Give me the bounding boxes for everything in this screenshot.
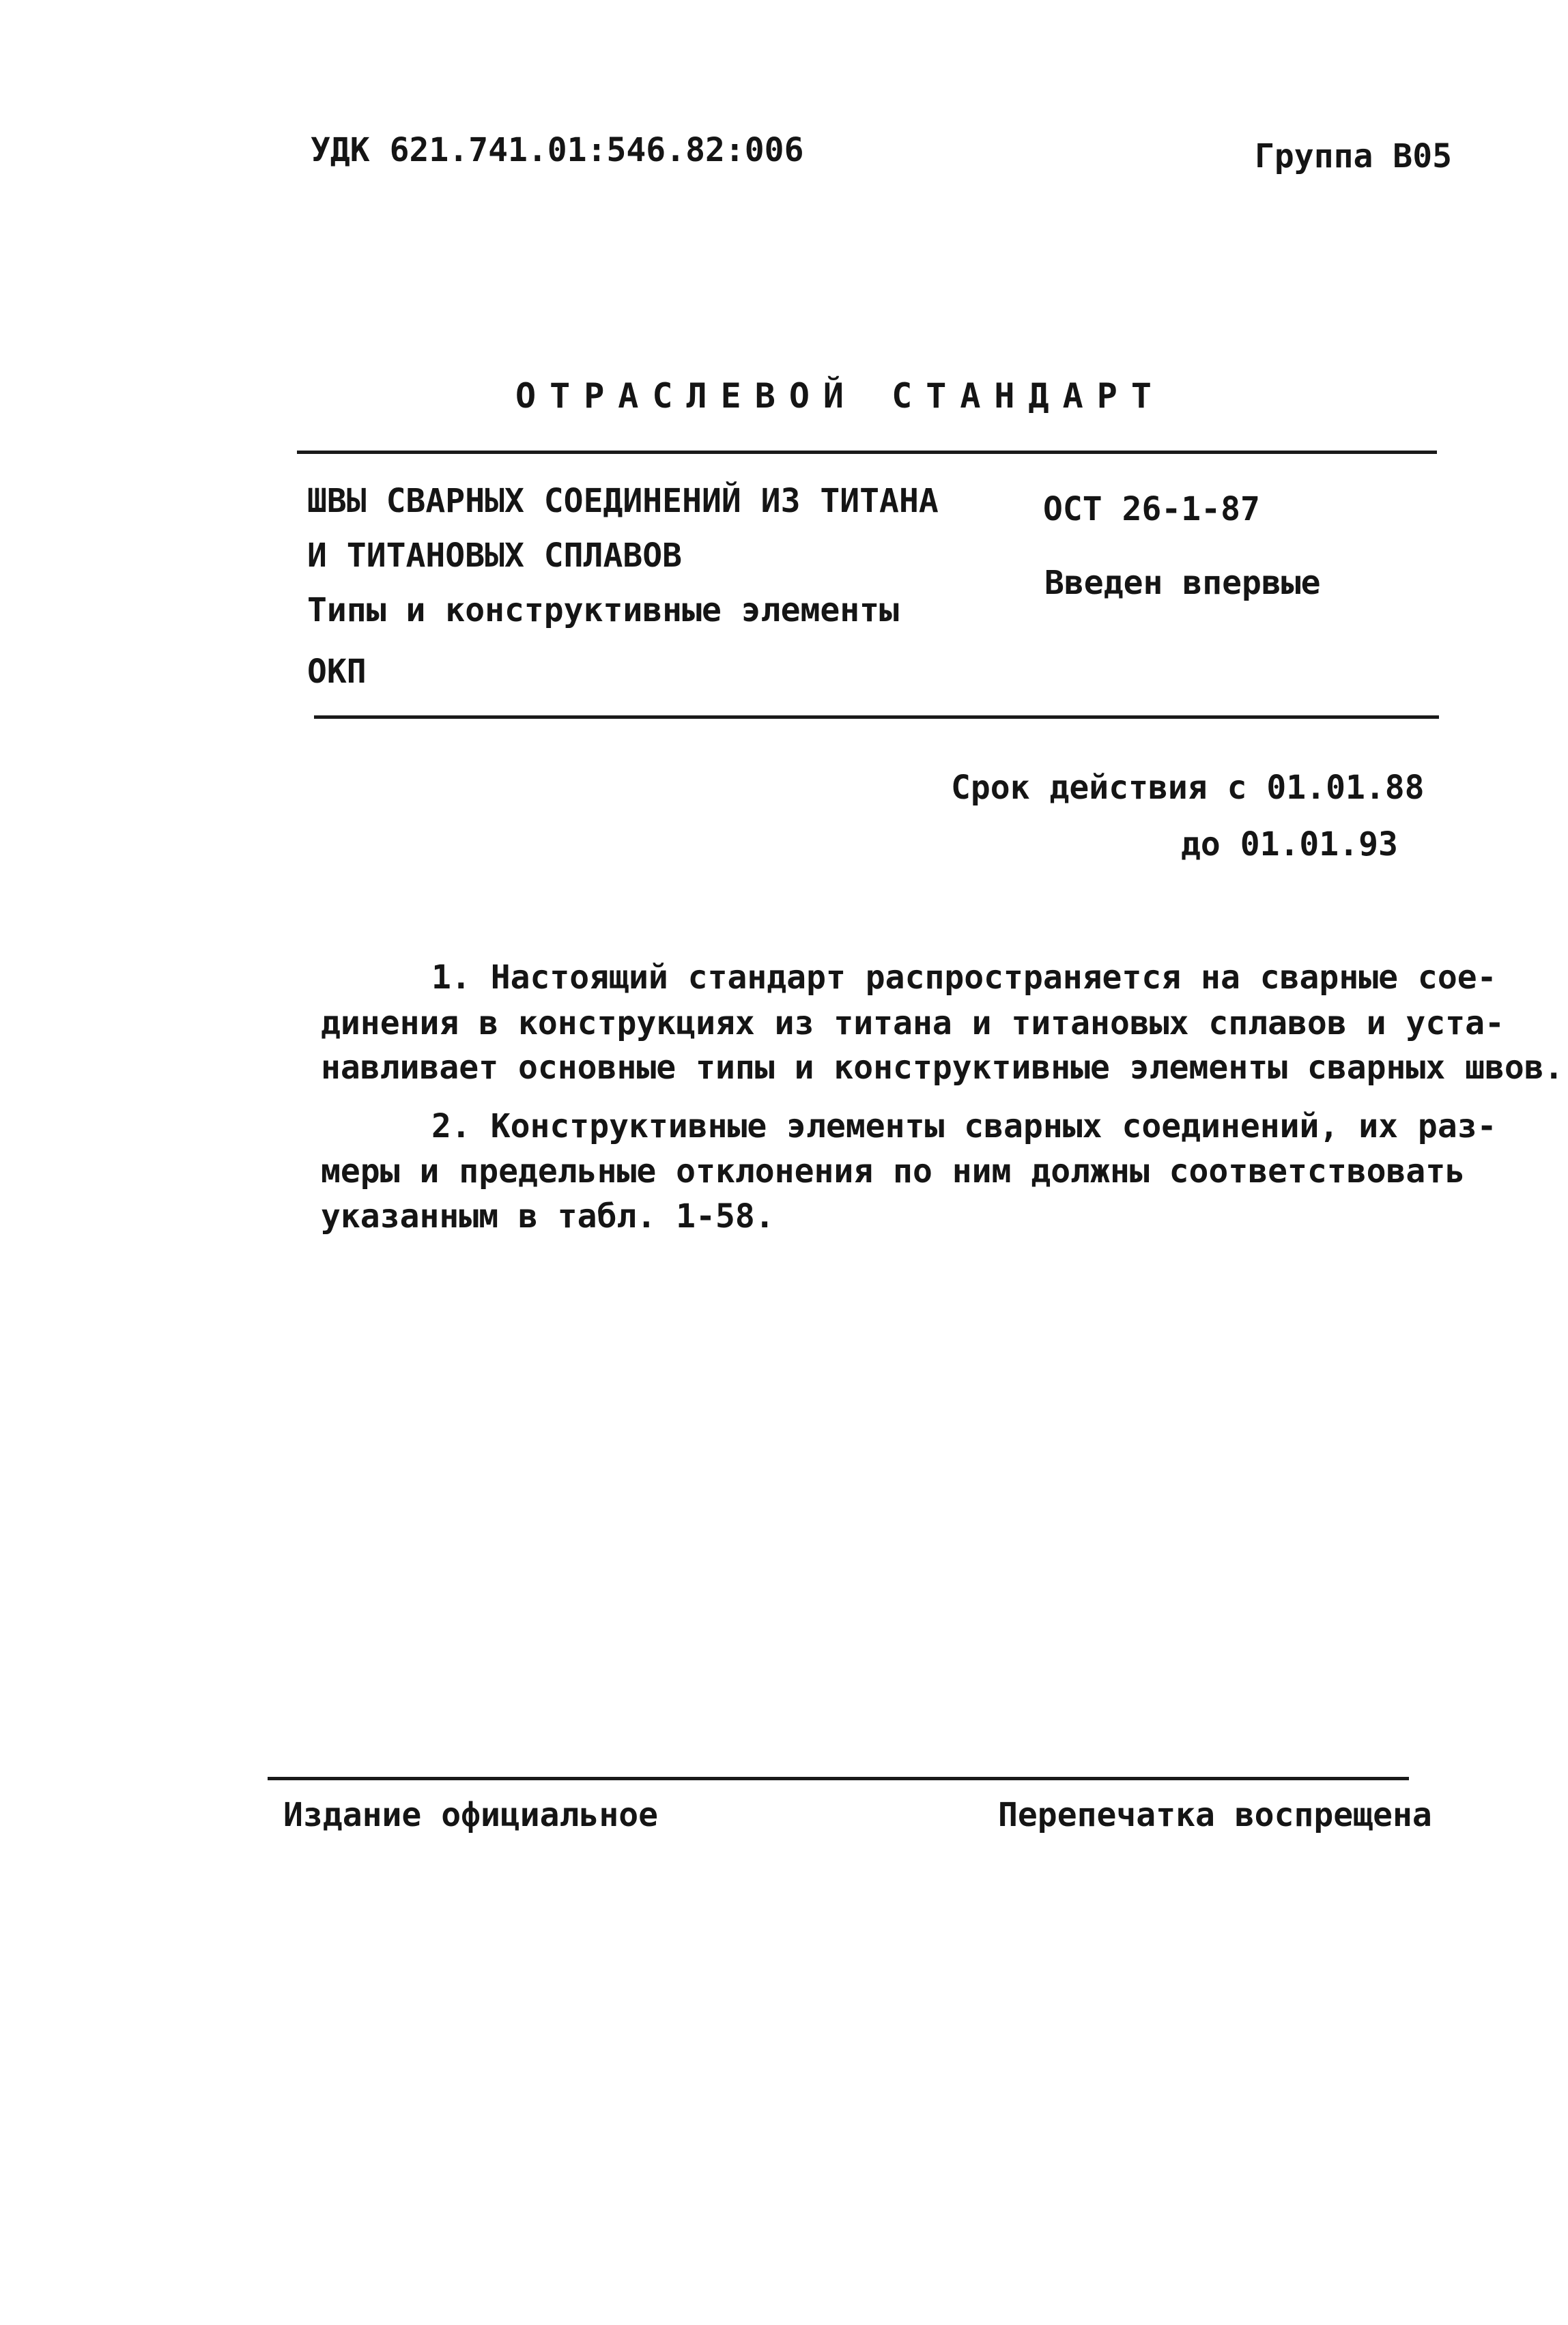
paragraph-1-line-2: динения в конструкциях из титана и титановых сплавов и уста- xyxy=(321,1004,1505,1042)
title-bottom-divider xyxy=(314,715,1439,719)
standard-designation: ОСТ 26-1-87 xyxy=(1043,490,1260,528)
validity-to: до 01.01.93 xyxy=(1181,825,1398,864)
group-code: Группа В05 xyxy=(1255,137,1452,175)
footer-official-edition: Издание официальное xyxy=(283,1796,659,1834)
paragraph-2-line-3: указанным в табл. 1-58. xyxy=(321,1197,775,1236)
paragraph-1-line-1: 1. Настоящий стандарт распространяется на сварные сое- xyxy=(431,958,1497,997)
udk-code: УДК 621.741.01:546.82:006 xyxy=(311,131,804,169)
okp-label: ОКП xyxy=(307,653,367,691)
footer-reprint-prohibited: Перепечатка воспрещена xyxy=(998,1796,1432,1834)
footer-divider xyxy=(268,1777,1409,1780)
paragraph-1-line-3: навливает основные типы и конструктивные элементы сварных швов. xyxy=(321,1049,1564,1087)
paragraph-2-line-2: меры и предельные отклонения по ним должны соответствовать xyxy=(321,1152,1466,1190)
top-divider xyxy=(297,451,1437,454)
standard-type-heading: ОТРАСЛЕВОЙ СТАНДАРТ xyxy=(515,376,1165,416)
validity-from: Срок действия с 01.01.88 xyxy=(951,769,1425,807)
paragraph-2-line-1: 2. Конструктивные элементы сварных соединений, их раз- xyxy=(431,1107,1497,1145)
standard-title-line-1: ШВЫ СВАРНЫХ СОЕДИНЕНИЙ ИЗ ТИТАНА xyxy=(307,482,939,520)
standard-subtitle: Типы и конструктивные элементы xyxy=(307,591,899,629)
introduced-note: Введен впервые xyxy=(1044,564,1321,602)
standard-title-line-2: И ТИТАНОВЫХ СПЛАВОВ xyxy=(307,537,683,575)
